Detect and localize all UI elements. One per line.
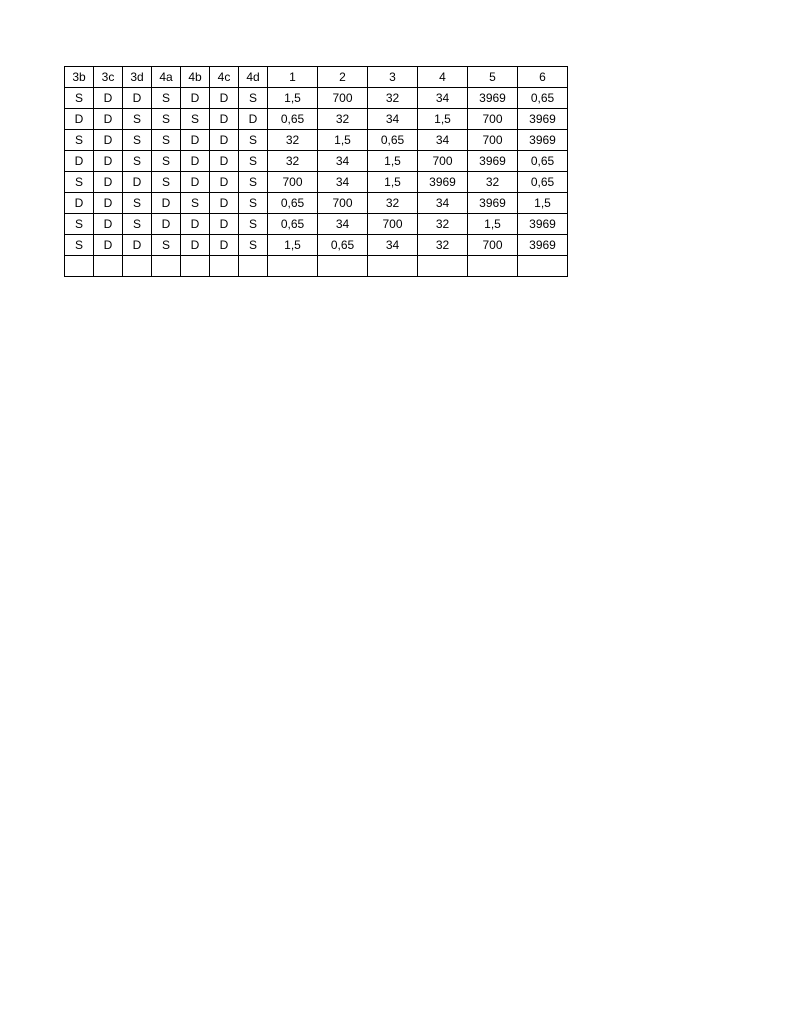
table-empty-cell bbox=[65, 256, 94, 277]
table-row bbox=[65, 193, 568, 214]
table-letter-cell: S bbox=[181, 193, 210, 214]
table-header-cell: 3b bbox=[65, 67, 94, 88]
table-row bbox=[65, 151, 568, 172]
table-header-cell: 4a bbox=[152, 67, 181, 88]
table-letter-cell: S bbox=[123, 109, 152, 130]
table-value-cell: 700 bbox=[418, 151, 468, 172]
table-value-cell: 32 bbox=[368, 193, 418, 214]
table-value-cell: 34 bbox=[318, 172, 368, 193]
table-letter-cell: D bbox=[181, 130, 210, 151]
table-letter-cell: S bbox=[123, 193, 152, 214]
table-letter-cell: D bbox=[123, 172, 152, 193]
table-header-cell: 2 bbox=[318, 67, 368, 88]
table-value-cell: 0,65 bbox=[368, 130, 418, 151]
table-letter-cell: D bbox=[239, 109, 268, 130]
table-value-cell: 34 bbox=[368, 235, 418, 256]
table-letter-cell: D bbox=[181, 88, 210, 109]
table-letter-cell: D bbox=[94, 172, 123, 193]
table-value-cell: 3969 bbox=[468, 88, 518, 109]
table-letter-cell: D bbox=[181, 214, 210, 235]
table-value-cell: 3969 bbox=[468, 193, 518, 214]
table-value-cell: 0,65 bbox=[268, 214, 318, 235]
table-letter-cell: D bbox=[94, 151, 123, 172]
table-header-cell: 4 bbox=[418, 67, 468, 88]
table-letter-cell: D bbox=[210, 151, 239, 172]
table-letter-cell: S bbox=[123, 130, 152, 151]
table-empty-cell bbox=[181, 256, 210, 277]
table-letter-cell: S bbox=[239, 172, 268, 193]
table-empty-cell bbox=[123, 256, 152, 277]
table-value-cell: 34 bbox=[318, 214, 368, 235]
table-empty-cell bbox=[268, 256, 318, 277]
table-letter-cell: S bbox=[65, 88, 94, 109]
table-container bbox=[64, 66, 568, 277]
table-value-cell: 3969 bbox=[518, 214, 568, 235]
table-letter-cell: D bbox=[94, 88, 123, 109]
data-table bbox=[64, 66, 568, 277]
table-header-cell: 6 bbox=[518, 67, 568, 88]
table-row bbox=[65, 109, 568, 130]
table-value-cell: 0,65 bbox=[518, 151, 568, 172]
table-empty-cell bbox=[94, 256, 123, 277]
table-value-cell: 32 bbox=[368, 88, 418, 109]
table-empty-cell bbox=[518, 256, 568, 277]
table-letter-cell: D bbox=[123, 235, 152, 256]
table-row bbox=[65, 235, 568, 256]
table-letter-cell: S bbox=[152, 172, 181, 193]
table-empty-cell bbox=[418, 256, 468, 277]
table-letter-cell: D bbox=[210, 109, 239, 130]
table-letter-cell: D bbox=[181, 151, 210, 172]
table-letter-cell: S bbox=[65, 130, 94, 151]
table-empty-cell bbox=[152, 256, 181, 277]
table-letter-cell: S bbox=[123, 214, 152, 235]
table-value-cell: 34 bbox=[318, 151, 368, 172]
table-header-row bbox=[65, 67, 568, 88]
table-row bbox=[65, 256, 568, 277]
table-letter-cell: D bbox=[152, 193, 181, 214]
table-value-cell: 34 bbox=[418, 130, 468, 151]
table-value-cell: 1,5 bbox=[318, 130, 368, 151]
table-letter-cell: S bbox=[239, 214, 268, 235]
table-value-cell: 700 bbox=[468, 235, 518, 256]
table-header-cell: 3 bbox=[368, 67, 418, 88]
table-empty-cell bbox=[318, 256, 368, 277]
table-value-cell: 1,5 bbox=[268, 235, 318, 256]
table-value-cell: 3969 bbox=[518, 235, 568, 256]
table-letter-cell: S bbox=[239, 151, 268, 172]
table-letter-cell: D bbox=[181, 235, 210, 256]
table-value-cell: 32 bbox=[468, 172, 518, 193]
table-header-cell: 5 bbox=[468, 67, 518, 88]
table-value-cell: 34 bbox=[368, 109, 418, 130]
table-letter-cell: D bbox=[123, 88, 152, 109]
table-letter-cell: S bbox=[239, 193, 268, 214]
table-empty-cell bbox=[468, 256, 518, 277]
table-value-cell: 1,5 bbox=[418, 109, 468, 130]
table-letter-cell: D bbox=[210, 193, 239, 214]
table-body bbox=[65, 67, 568, 277]
table-value-cell: 700 bbox=[318, 193, 368, 214]
table-letter-cell: S bbox=[152, 109, 181, 130]
table-value-cell: 32 bbox=[268, 130, 318, 151]
table-letter-cell: D bbox=[152, 214, 181, 235]
table-header-cell: 4c bbox=[210, 67, 239, 88]
table-letter-cell: D bbox=[210, 130, 239, 151]
table-letter-cell: D bbox=[94, 193, 123, 214]
table-letter-cell: S bbox=[152, 151, 181, 172]
table-letter-cell: S bbox=[152, 130, 181, 151]
table-header-cell: 3c bbox=[94, 67, 123, 88]
table-row bbox=[65, 172, 568, 193]
table-value-cell: 32 bbox=[318, 109, 368, 130]
table-value-cell: 1,5 bbox=[518, 193, 568, 214]
table-value-cell: 0,65 bbox=[268, 109, 318, 130]
table-value-cell: 34 bbox=[418, 88, 468, 109]
table-letter-cell: D bbox=[210, 235, 239, 256]
table-empty-cell bbox=[368, 256, 418, 277]
table-value-cell: 3969 bbox=[468, 151, 518, 172]
table-letter-cell: D bbox=[65, 109, 94, 130]
table-value-cell: 32 bbox=[268, 151, 318, 172]
table-value-cell: 3969 bbox=[518, 109, 568, 130]
table-letter-cell: D bbox=[210, 172, 239, 193]
table-value-cell: 700 bbox=[268, 172, 318, 193]
table-letter-cell: S bbox=[65, 214, 94, 235]
table-letter-cell: S bbox=[239, 130, 268, 151]
table-letter-cell: S bbox=[65, 172, 94, 193]
table-row bbox=[65, 88, 568, 109]
table-value-cell: 32 bbox=[418, 235, 468, 256]
table-value-cell: 700 bbox=[368, 214, 418, 235]
table-row bbox=[65, 130, 568, 151]
table-header-cell: 4d bbox=[239, 67, 268, 88]
table-value-cell: 0,65 bbox=[518, 172, 568, 193]
table-letter-cell: D bbox=[94, 109, 123, 130]
table-letter-cell: D bbox=[65, 151, 94, 172]
table-value-cell: 3969 bbox=[518, 130, 568, 151]
table-value-cell: 34 bbox=[418, 193, 468, 214]
table-header-cell: 1 bbox=[268, 67, 318, 88]
table-letter-cell: S bbox=[239, 235, 268, 256]
table-letter-cell: D bbox=[65, 193, 94, 214]
table-value-cell: 0,65 bbox=[268, 193, 318, 214]
table-value-cell: 700 bbox=[468, 109, 518, 130]
table-value-cell: 700 bbox=[318, 88, 368, 109]
table-value-cell: 32 bbox=[418, 214, 468, 235]
table-letter-cell: D bbox=[210, 214, 239, 235]
table-letter-cell: S bbox=[152, 88, 181, 109]
table-letter-cell: D bbox=[94, 235, 123, 256]
table-value-cell: 1,5 bbox=[268, 88, 318, 109]
table-row bbox=[65, 214, 568, 235]
table-letter-cell: S bbox=[65, 235, 94, 256]
table-value-cell: 1,5 bbox=[368, 151, 418, 172]
table-letter-cell: S bbox=[239, 88, 268, 109]
table-letter-cell: D bbox=[181, 172, 210, 193]
table-value-cell: 700 bbox=[468, 130, 518, 151]
table-empty-cell bbox=[210, 256, 239, 277]
table-header-cell: 3d bbox=[123, 67, 152, 88]
table-empty-cell bbox=[239, 256, 268, 277]
table-letter-cell: S bbox=[152, 235, 181, 256]
table-letter-cell: D bbox=[94, 130, 123, 151]
table-value-cell: 1,5 bbox=[368, 172, 418, 193]
table-value-cell: 3969 bbox=[418, 172, 468, 193]
table-letter-cell: S bbox=[123, 151, 152, 172]
table-letter-cell: S bbox=[181, 109, 210, 130]
table-value-cell: 0,65 bbox=[318, 235, 368, 256]
table-letter-cell: D bbox=[210, 88, 239, 109]
table-letter-cell: D bbox=[94, 214, 123, 235]
table-header-cell: 4b bbox=[181, 67, 210, 88]
table-value-cell: 1,5 bbox=[468, 214, 518, 235]
table-value-cell: 0,65 bbox=[518, 88, 568, 109]
